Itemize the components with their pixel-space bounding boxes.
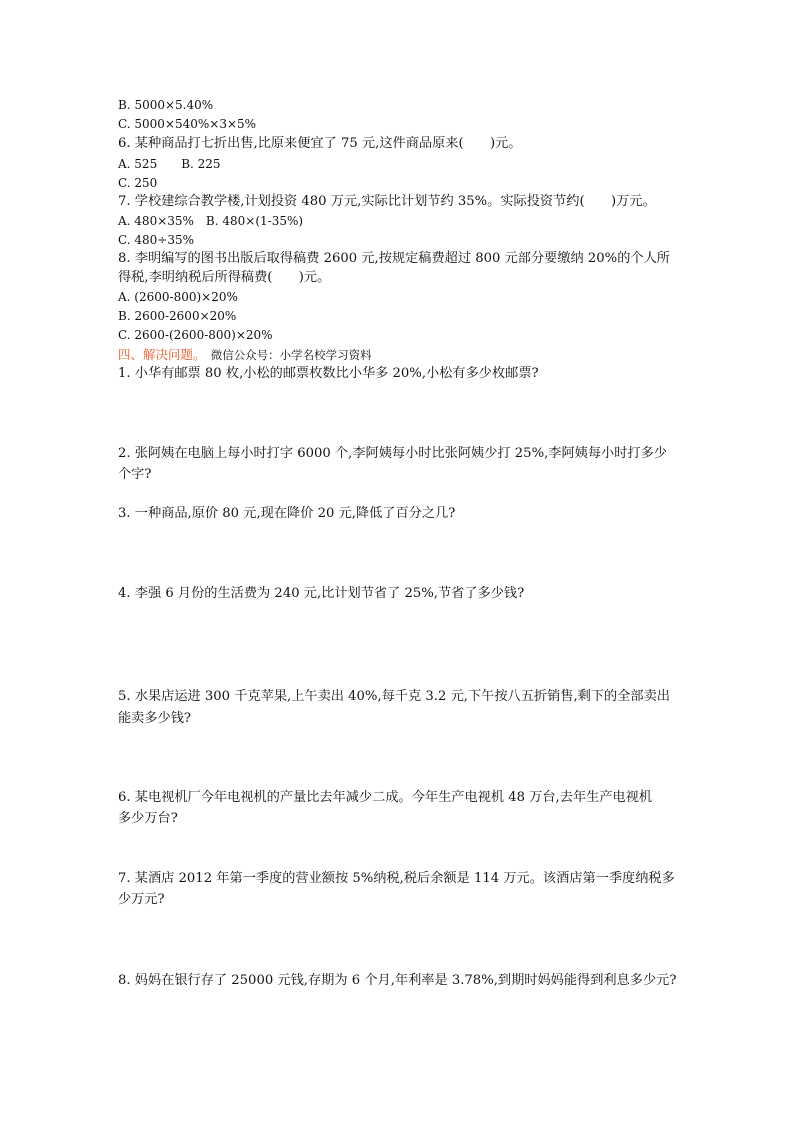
problem-4: 4. 李强 6 月份的生活费为 240 元,比计划节省了 25%,节省了多少钱? [118,586,525,601]
problem-7-line2: 少万元? [118,892,165,907]
option-8b: B. 2600-2600×20% [118,309,237,323]
option-5b: B. 5000×5.40% [118,98,214,112]
question-8-line2: 得税,李明纳税后所得稿费( )元。 [118,270,331,285]
option-8a: A. (2600-800)×20% [118,290,238,304]
problem-2-line1: 2. 张阿姨在电脑上每小时打字 6000 个,李阿姨每小时比张阿姨少打 25%,李阿姨每小时打多少 [118,446,667,461]
question-8-line1: 8. 李明编写的图书出版后取得稿费 2600 元,按规定稿费超过 800 元部分要缴纳 20%的个人所 [118,251,670,266]
problem-3: 3. 一种商品,原价 80 元,现在降价 20 元,降低了百分之几? [118,506,456,521]
option-8c: C. 2600-(2600-800)×20% [118,328,273,342]
problem-6-line1: 6. 某电视机厂今年电视机的产量比去年减少二成。今年生产电视机 48 万台,去年生产电视机 [118,790,653,805]
option-5c: C. 5000×540%×3×5% [118,117,257,131]
problem-6-line2: 多少万台? [118,811,178,826]
problem-2-line2: 个字? [118,467,152,482]
question-7: 7. 学校建综合教学楼,计划投资 480 万元,实际比计划节约 35%。实际投资节约( )万元。 [118,194,656,209]
options-6ab: A. 525 B. 225 [118,157,221,171]
section-heading [118,345,372,364]
problem-7-line1: 7. 某酒店 2012 年第一季度的营业额按 5%纳税,税后余额是 114 万元。该酒店第一季度纳税多 [118,871,675,886]
problem-1: 1. 小华有邮票 80 枚,小松的邮票枚数比小华多 20%,小松有多少枚邮票? [118,366,539,381]
problem-5-line2: 能卖多少钱? [118,711,192,726]
options-7ab: A. 480×35% B. 480×(1-35%) [118,214,304,228]
section-note: 微信公众号：小学名校学习资料 [210,348,372,362]
option-7c: C. 480÷35% [118,233,195,247]
section-title: 四、解决问题。 [118,347,206,362]
question-6: 6. 某种商品打七折出售,比原来便宜了 75 元,这件商品原来( )元。 [118,136,522,151]
problem-8: 8. 妈妈在银行存了 25000 元钱,存期为 6 个月,年利率是 3.78%,到期时妈妈能得到利息多少元? [118,973,677,988]
problem-5-line1: 5. 水果店运进 300 千克苹果,上午卖出 40%,每千克 3.2 元,下午按八五折销售,剩下的全部卖出 [118,689,670,704]
option-6c: C. 250 [118,176,158,190]
